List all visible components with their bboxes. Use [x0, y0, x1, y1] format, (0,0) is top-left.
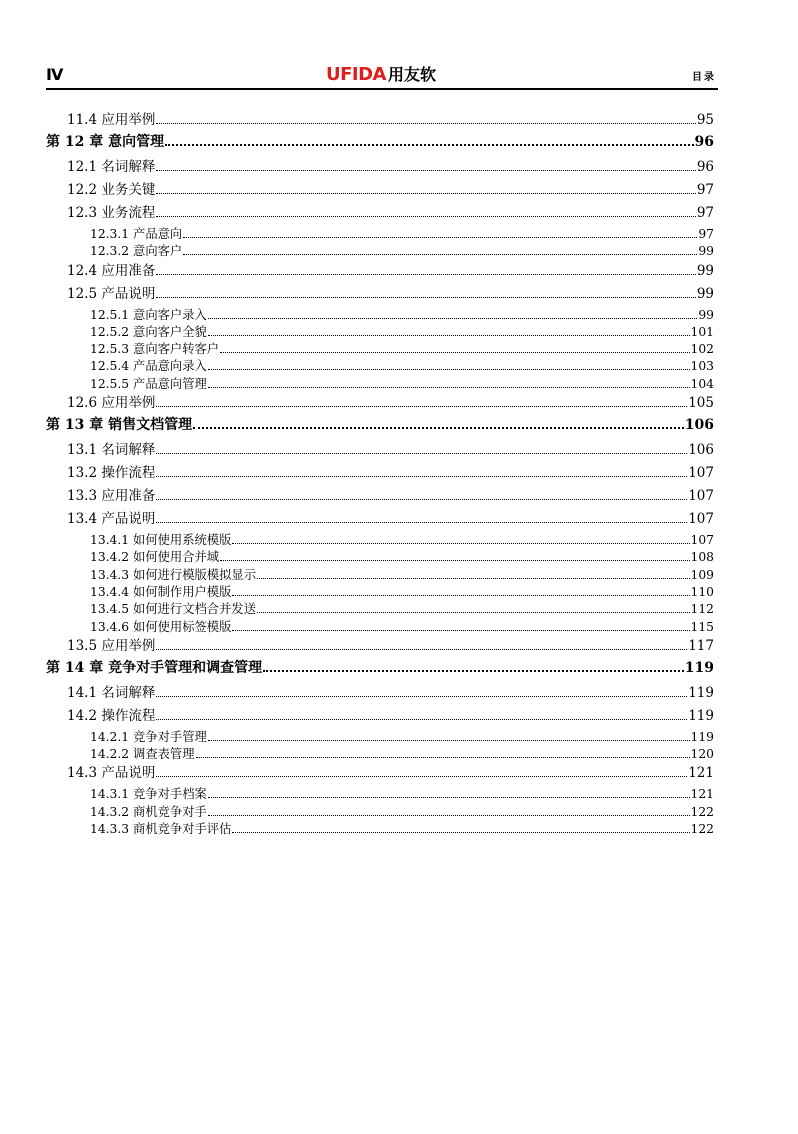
toc-entry-page: 109 [690, 567, 714, 582]
dot-leader [156, 476, 687, 477]
dot-leader [257, 612, 690, 613]
toc-entry-title: 12.5.1 意向客户录入 [90, 307, 207, 322]
toc-subsection-entry[interactable] [46, 241, 714, 258]
toc-chapter-entry[interactable] [46, 657, 714, 681]
toc-entry-page: 99 [698, 244, 714, 259]
toc-entry-page: 112 [690, 602, 714, 617]
dot-leader [156, 719, 687, 720]
toc-entry-title: 11.4 应用举例 [67, 112, 156, 128]
toc-chapter-entry[interactable] [46, 131, 714, 155]
toc-chapter-entry[interactable] [46, 414, 714, 438]
toc-section-entry[interactable] [46, 681, 714, 704]
dot-leader [208, 318, 698, 319]
dot-leader [220, 560, 689, 561]
toc-section-entry[interactable] [46, 201, 714, 224]
toc-entry-page: 107 [688, 511, 714, 528]
toc-entry-title: 12.6 应用举例 [67, 395, 156, 412]
dot-leader [156, 522, 687, 523]
dot-leader [165, 144, 693, 146]
dot-leader [156, 776, 687, 777]
toc-section-entry[interactable] [46, 178, 714, 201]
toc-entry-page: 95 [696, 112, 714, 128]
table-of-contents [46, 108, 714, 836]
toc-section-entry[interactable] [46, 761, 714, 784]
dot-leader [156, 193, 695, 194]
toc-entry-page: 96 [694, 134, 714, 150]
toc-entry-page: 122 [690, 822, 714, 837]
toc-entry-page: 97 [696, 182, 714, 198]
toc-entry-page: 107 [688, 465, 714, 482]
toc-entry-title: 13.2 操作流程 [67, 465, 156, 482]
toc-entry-title: 13.4.5 如何进行文档合并发送 [90, 602, 256, 617]
toc-entry-page: 110 [690, 584, 714, 599]
toc-entry-title: 13.4.6 如何使用标签模版 [90, 619, 232, 634]
dot-leader [183, 254, 697, 255]
toc-entry-page: 121 [690, 787, 714, 802]
toc-entry-page: 108 [690, 550, 714, 565]
toc-section-entry[interactable] [46, 704, 714, 727]
toc-entry-title: 14.2.2 调查表管理 [90, 747, 195, 762]
toc-entry-title: 12.3.2 意向客户 [90, 244, 183, 259]
toc-entry-page: 115 [690, 619, 714, 634]
dot-leader [208, 740, 690, 741]
toc-section-entry[interactable] [46, 155, 714, 178]
toc-subsection-entry[interactable] [46, 802, 714, 819]
toc-entry-title: 14.3.2 商机竞争对手 [90, 804, 207, 819]
toc-section-entry[interactable] [46, 461, 714, 484]
toc-entry-title: 13.1 名词解释 [67, 442, 156, 459]
dot-leader [208, 815, 690, 816]
dot-leader [208, 369, 690, 370]
dot-leader [156, 216, 695, 217]
toc-entry-page: 96 [696, 159, 714, 175]
toc-entry-title: 13.4.3 如何进行模版模拟显示 [90, 567, 256, 582]
toc-entry-page: 119 [688, 684, 714, 701]
toc-entry-page: 97 [696, 205, 714, 221]
toc-entry-page: 106 [684, 417, 714, 434]
toc-entry-title: 13.4.1 如何使用系统模版 [90, 533, 232, 548]
toc-entry-title: 第 13 章 销售文档管理 [46, 417, 193, 434]
toc-entry-page: 101 [690, 324, 714, 339]
toc-entry-page: 122 [690, 804, 714, 819]
toc-section-entry[interactable] [46, 634, 714, 657]
dot-leader [257, 578, 690, 579]
toc-entry-title: 12.5 产品说明 [67, 285, 156, 302]
toc-entry-title: 12.5.4 产品意向录入 [90, 359, 207, 374]
toc-entry-page: 102 [690, 342, 714, 357]
dot-leader [156, 696, 687, 697]
toc-subsection-entry[interactable] [46, 599, 714, 616]
page-header [46, 62, 718, 90]
dot-leader [208, 797, 690, 798]
toc-subsection-entry[interactable] [46, 617, 714, 634]
dot-leader [208, 387, 690, 388]
toc-entry-page: 121 [688, 765, 714, 782]
toc-entry-page: 119 [684, 659, 714, 676]
dot-leader [263, 670, 684, 672]
dot-leader [156, 499, 687, 500]
toc-entry-title: 12.5.5 产品意向管理 [90, 376, 207, 391]
toc-entry-title: 13.3 应用准备 [67, 488, 156, 505]
toc-entry-title: 12.5.2 意向客户全貌 [90, 324, 207, 339]
toc-subsection-entry[interactable] [46, 322, 714, 339]
dot-leader [196, 757, 690, 758]
page-number: IV [46, 65, 63, 84]
toc-subsection-entry[interactable] [46, 530, 714, 547]
dot-leader [193, 427, 684, 429]
toc-section-entry[interactable] [46, 391, 714, 414]
dot-leader [156, 274, 695, 275]
toc-entry-title: 14.2 操作流程 [67, 707, 156, 724]
toc-subsection-entry[interactable] [46, 582, 714, 599]
toc-subsection-entry[interactable] [46, 356, 714, 373]
toc-entry-title: 12.3 业务流程 [67, 205, 156, 221]
section-label: 目录 [692, 72, 716, 83]
toc-entry-title: 13.4.2 如何使用合并域 [90, 550, 220, 565]
toc-entry-page: 99 [696, 262, 714, 279]
logo-chinese-text: 用友软 [387, 65, 436, 84]
toc-section-entry[interactable] [46, 282, 714, 305]
dot-leader [232, 832, 689, 833]
toc-entry-title: 12.1 名词解释 [67, 159, 156, 175]
toc-entry-page: 105 [688, 395, 714, 412]
toc-entry-page: 104 [690, 376, 714, 391]
toc-section-entry[interactable] [46, 507, 714, 530]
dot-leader [156, 170, 695, 171]
toc-entry-title: 第 14 章 竞争对手管理和调查管理 [46, 659, 263, 676]
toc-entry-title: 14.2.1 竞争对手管理 [90, 729, 207, 744]
dot-leader [232, 595, 689, 596]
toc-entry-title: 14.3.1 竞争对手档案 [90, 787, 207, 802]
toc-entry-title: 12.4 应用准备 [67, 262, 156, 279]
toc-entry-title: 12.3.1 产品意向 [90, 227, 183, 241]
toc-entry-title: 14.1 名词解释 [67, 684, 156, 701]
dot-leader [232, 630, 689, 631]
toc-subsection-entry[interactable] [46, 224, 714, 241]
toc-section-entry[interactable] [46, 438, 714, 461]
toc-entry-title: 14.3 产品说明 [67, 765, 156, 782]
toc-entry-title: 13.4 产品说明 [67, 511, 156, 528]
toc-subsection-entry[interactable] [46, 305, 714, 322]
toc-subsection-entry[interactable] [46, 339, 714, 356]
dot-leader [232, 543, 689, 544]
toc-entry-page: 120 [690, 747, 714, 762]
dot-leader [208, 335, 690, 336]
toc-entry-page: 106 [688, 442, 714, 459]
toc-entry-page: 119 [690, 729, 714, 744]
toc-entry-page: 103 [690, 359, 714, 374]
toc-subsection-entry[interactable] [46, 727, 714, 744]
toc-entry-title: 14.3.3 商机竞争对手评估 [90, 822, 232, 837]
toc-subsection-entry[interactable] [46, 819, 714, 836]
toc-entry-title: 第 12 章 意向管理 [46, 134, 165, 150]
dot-leader [156, 649, 687, 650]
toc-subsection-entry[interactable] [46, 374, 714, 391]
toc-entry-title: 13.5 应用举例 [67, 637, 156, 654]
toc-entry-page: 119 [688, 707, 714, 724]
toc-section-entry[interactable] [46, 259, 714, 282]
toc-entry-page: 97 [698, 227, 714, 241]
toc-entry-page: 107 [688, 488, 714, 505]
toc-section-entry[interactable] [46, 108, 714, 131]
dot-leader [156, 123, 695, 124]
toc-entry-page: 117 [688, 637, 714, 654]
toc-entry-title: 12.5.3 意向客户转客户 [90, 342, 220, 357]
toc-entry-page: 107 [690, 533, 714, 548]
toc-subsection-entry[interactable] [46, 784, 714, 801]
dot-leader [156, 297, 695, 298]
toc-entry-title: 12.2 业务关键 [67, 182, 156, 198]
toc-subsection-entry[interactable] [46, 547, 714, 564]
toc-subsection-entry[interactable] [46, 744, 714, 761]
toc-entry-page: 99 [698, 307, 714, 322]
toc-entry-title: 13.4.4 如何制作用户模版 [90, 584, 232, 599]
toc-subsection-entry[interactable] [46, 565, 714, 582]
toc-section-entry[interactable] [46, 484, 714, 507]
logo-brand-text: UFIDA [326, 64, 386, 85]
dot-leader [156, 406, 687, 407]
ufida-logo [326, 62, 436, 85]
dot-leader [220, 352, 689, 353]
dot-leader [156, 453, 687, 454]
dot-leader [183, 237, 697, 238]
toc-entry-page: 99 [696, 285, 714, 302]
